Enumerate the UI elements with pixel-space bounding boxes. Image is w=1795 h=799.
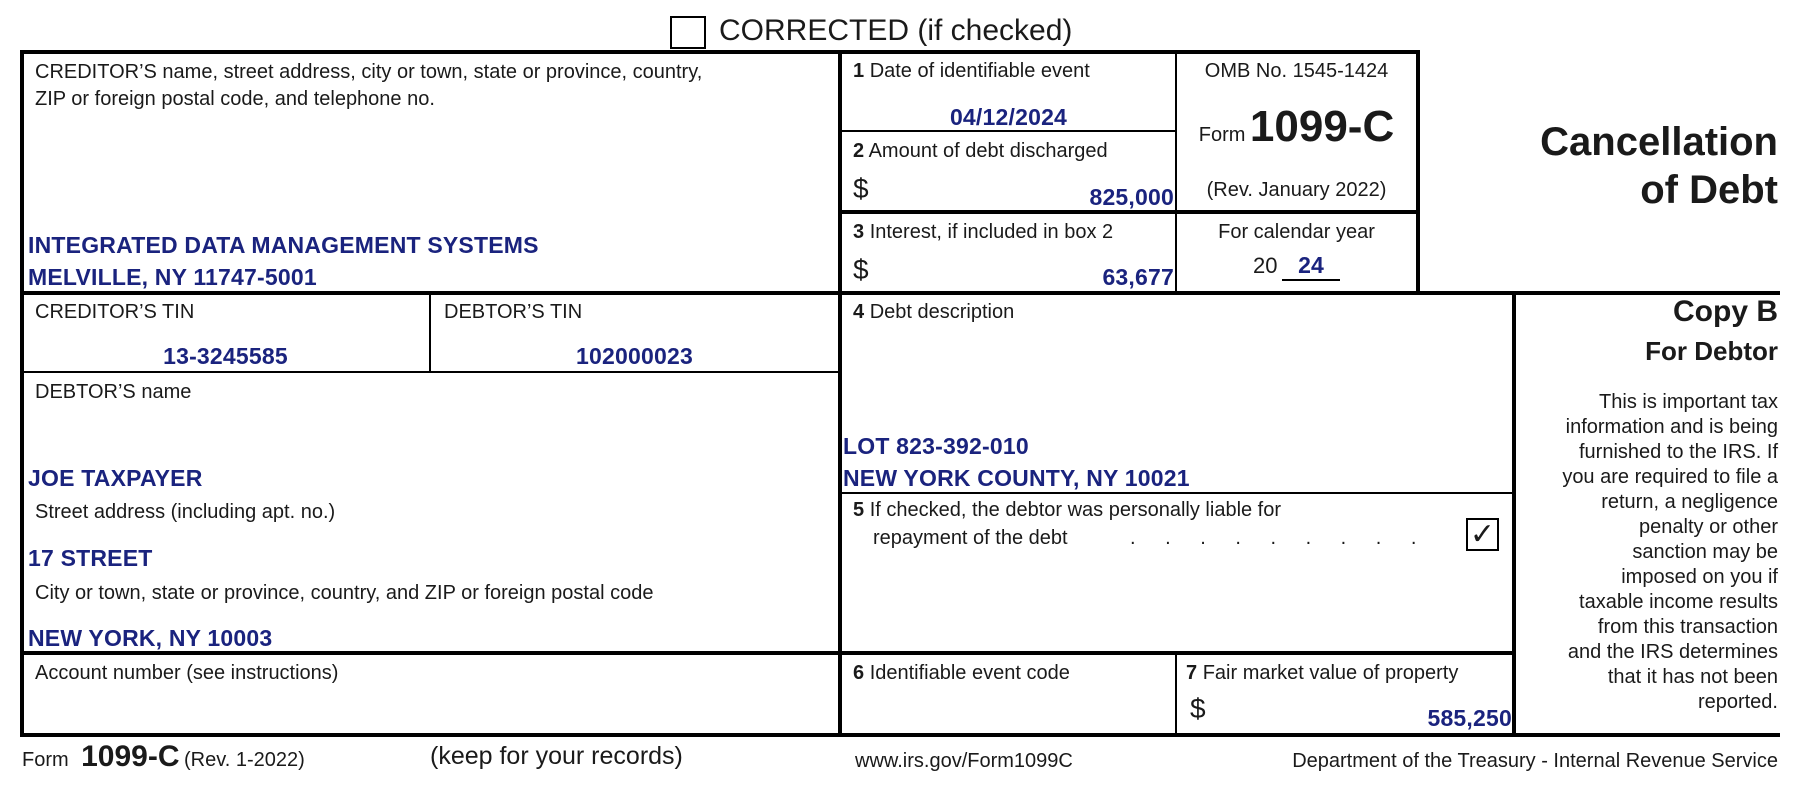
notice-line: This is important tax: [1599, 391, 1778, 413]
copy-title: Copy B: [1673, 295, 1778, 328]
debtor-tin-value: 102000023: [576, 343, 693, 369]
creditor-city: MELVILLE, NY 11747-5001: [28, 264, 317, 290]
form-title-line2: of Debt: [1640, 168, 1778, 212]
city-value: NEW YORK, NY 10003: [28, 625, 273, 651]
box7-label: [1186, 661, 1458, 685]
copy-notice: [1508, 390, 1778, 715]
box7-currency: $: [1190, 693, 1206, 724]
box2-number: 2: [853, 140, 865, 162]
box6-label: [853, 661, 1070, 685]
account-label: Account number (see instructions): [35, 662, 339, 684]
frame-top-line: [20, 50, 1420, 54]
box1-number: 1: [853, 60, 865, 82]
city-label: City or town, state or province, country, and ZIP or foreign postal code: [35, 582, 654, 604]
calendar-year: [1177, 252, 1416, 281]
footer-form-id: [22, 740, 305, 774]
notice-line: imposed on you if: [1621, 566, 1778, 588]
creditor-tin-value: 13-3245585: [163, 343, 288, 369]
creditor-label-2: ZIP or foreign postal code, and telephone no.: [35, 88, 435, 110]
box5-label-1: [853, 498, 1281, 522]
notice-line: taxable income results: [1579, 591, 1778, 613]
omb-number: OMB No. 1545-1424: [1204, 60, 1389, 82]
box1-label: [853, 59, 1090, 83]
box1-label-text: Date of identifiable event: [869, 60, 1090, 82]
box3-number: 3: [853, 221, 865, 243]
debtor-name-value: JOE TAXPAYER: [28, 465, 203, 491]
notice-line: you are required to file a: [1562, 466, 1778, 488]
street-value: 17 STREET: [28, 545, 153, 571]
box6-label-text: Identifiable event code: [869, 662, 1070, 684]
creditor-label: CREDITOR’S name, street address, city or town, state or province, country,: [35, 61, 703, 83]
box3-value: 63,677: [1102, 264, 1174, 290]
notice-line: from this transaction: [1597, 616, 1778, 638]
copy-subtitle: For Debtor: [1645, 336, 1778, 366]
box2-currency: $: [853, 173, 869, 204]
footer-revision: (Rev. 1-2022): [183, 749, 305, 771]
form-word: Form: [1198, 124, 1246, 146]
box4-line2: NEW YORK COUNTY, NY 10021: [843, 465, 1190, 491]
notice-line: sanction may be: [1632, 541, 1778, 563]
corrected-label: CORRECTED (if checked): [719, 14, 1073, 47]
box7-number: 7: [1186, 662, 1198, 684]
box1-value: 04/12/2024: [949, 104, 1068, 130]
footer-form-number: 1099-C: [81, 740, 180, 773]
footer-url: www.irs.gov/Form1099C: [855, 750, 1073, 772]
box4-bottom: [840, 492, 1514, 494]
notice-line: reported.: [1697, 691, 1778, 713]
box7-value: 585,250: [1427, 705, 1512, 731]
form-id-block: [1177, 102, 1416, 152]
creditor-tin-label: CREDITOR’S TIN: [35, 301, 195, 323]
notice-line: that it has not been: [1607, 666, 1778, 688]
notice-line: and the IRS determines: [1567, 641, 1778, 663]
notice-line: penalty or other: [1639, 516, 1778, 538]
form-title-line1: Cancellation: [1540, 120, 1778, 164]
box5-number: 5: [853, 499, 865, 521]
box4-label-text: Debt description: [869, 301, 1015, 323]
box4-number: 4: [853, 301, 865, 323]
box5-label-2: repayment of the debt: [873, 527, 1068, 549]
box3-label: [853, 220, 1113, 244]
box5-label-text: If checked, the debtor was personally liable for: [869, 499, 1282, 521]
row1-divider: [20, 291, 1780, 295]
notice-line: return, a negligence: [1601, 491, 1778, 513]
footer-form-word: Form: [22, 749, 69, 771]
creditor-name: INTEGRATED DATA MANAGEMENT SYSTEMS: [28, 232, 539, 258]
year-suffix: 24: [1282, 252, 1340, 281]
footer-department: Department of the Treasury - Internal Revenue Service: [1292, 750, 1778, 772]
form-number: 1099-C: [1249, 102, 1395, 151]
calendar-year-label: For calendar year: [1218, 221, 1375, 243]
box7-label-text: Fair market value of property: [1202, 662, 1459, 684]
box3-currency: $: [853, 254, 869, 285]
box2-label: [853, 139, 1108, 163]
box4-line1: LOT 823-392-010: [843, 433, 1029, 459]
notice-line: furnished to the IRS. If: [1579, 441, 1778, 463]
notice-line: information and is being: [1565, 416, 1778, 438]
box2-value: 825,000: [1089, 184, 1174, 210]
tin-bottom: [20, 371, 840, 373]
debtor-name-label: DEBTOR’S name: [35, 381, 192, 403]
frame-right-upper-line: [1416, 50, 1420, 295]
frame-left-line: [20, 50, 24, 737]
corrected-checkbox[interactable]: [670, 16, 706, 49]
form-revision: (Rev. January 2022): [1206, 179, 1387, 201]
box5-checkbox[interactable]: [1466, 518, 1499, 551]
debtor-tin-label: DEBTOR’S TIN: [444, 301, 583, 323]
box4-label: [853, 300, 1014, 324]
checkmark-icon: ✓: [1469, 518, 1496, 551]
year-prefix: 20: [1253, 253, 1278, 278]
box5-dots: . . . . . . . . .: [1130, 527, 1429, 549]
box2-label-text: Amount of debt discharged: [868, 140, 1108, 162]
box3-label-text: Interest, if included in box 2: [869, 221, 1114, 243]
center-divider: [838, 50, 842, 737]
footer-keep: (keep for your records): [430, 742, 683, 770]
box6-number: 6: [853, 662, 865, 684]
street-label: Street address (including apt. no.): [35, 501, 336, 523]
frame-bottom-line: [20, 733, 1780, 737]
